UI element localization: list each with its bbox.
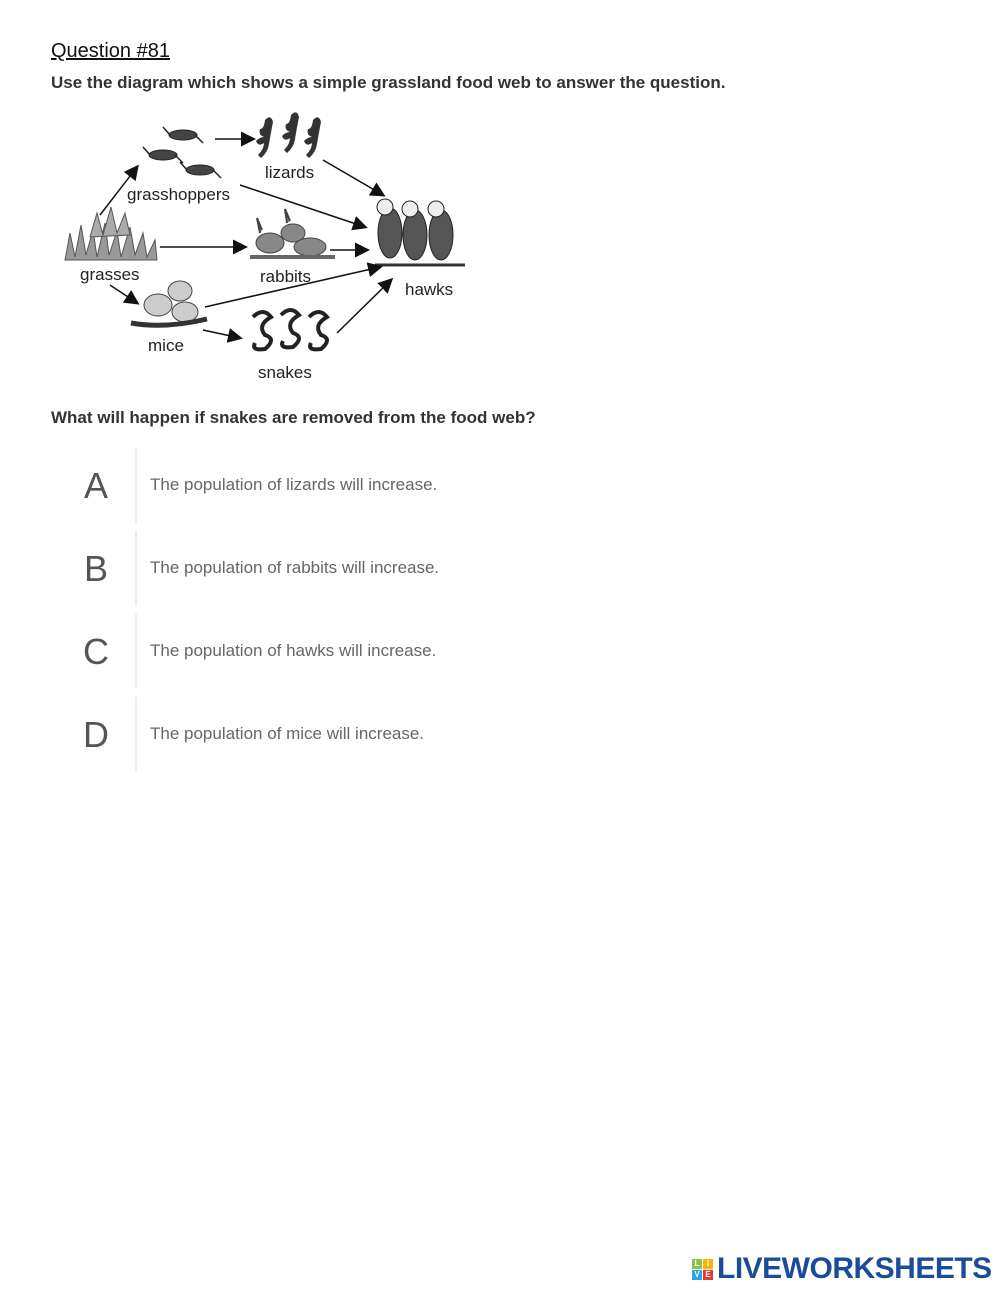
answer-options [60, 448, 760, 780]
grasshoppers-label: grasshoppers [127, 185, 231, 204]
option-letter: A [83, 465, 108, 506]
question-instructions: Use the diagram which shows a simple grassland food web to answer the question. [51, 73, 726, 92]
logo-text: LIVEWORKSHEETS [717, 1252, 992, 1285]
lizards-illustration [256, 112, 321, 158]
option-divider [135, 697, 137, 772]
mice-illustration [131, 281, 207, 325]
snakes-illustration [253, 310, 327, 349]
hawks-label: hawks [405, 280, 454, 299]
question-prompt: What will happen if snakes are removed from the food web? [51, 408, 536, 427]
grasses-label: grasses [80, 265, 140, 284]
option-text: The population of lizards will increase. [150, 475, 438, 494]
snakes-label: snakes [258, 363, 312, 382]
grasses-illustration [65, 207, 157, 260]
option-text: The population of rabbits will increase. [150, 558, 440, 577]
option-divider [135, 448, 137, 523]
hawks-illustration [375, 199, 465, 265]
food-web-diagram [55, 105, 475, 390]
logo-grid-cell: V [692, 1270, 702, 1280]
option-letter: C [83, 631, 109, 672]
logo-grid-cell: L [692, 1259, 702, 1269]
option-text: The population of mice will increase. [150, 724, 425, 743]
question-title: Question #81 [51, 40, 170, 62]
lizards-label: lizards [265, 163, 315, 182]
option-letter: D [83, 714, 109, 755]
liveworksheets-logo [692, 1254, 992, 1284]
option-divider [135, 531, 137, 606]
logo-icon [692, 1259, 713, 1280]
grasshoppers-illustration [143, 127, 221, 178]
option-divider [135, 614, 137, 689]
option-letter: B [83, 548, 108, 589]
option-d[interactable] [60, 697, 760, 772]
rabbits-illustration [250, 209, 335, 257]
logo-grid-cell: I [703, 1259, 713, 1269]
logo-grid-cell: E [703, 1270, 713, 1280]
mice-label: mice [148, 336, 184, 355]
rabbits-label: rabbits [260, 267, 312, 286]
option-a[interactable] [60, 448, 760, 523]
option-c[interactable] [60, 614, 760, 689]
option-b[interactable] [60, 531, 760, 606]
option-text: The population of hawks will increase. [150, 641, 437, 660]
